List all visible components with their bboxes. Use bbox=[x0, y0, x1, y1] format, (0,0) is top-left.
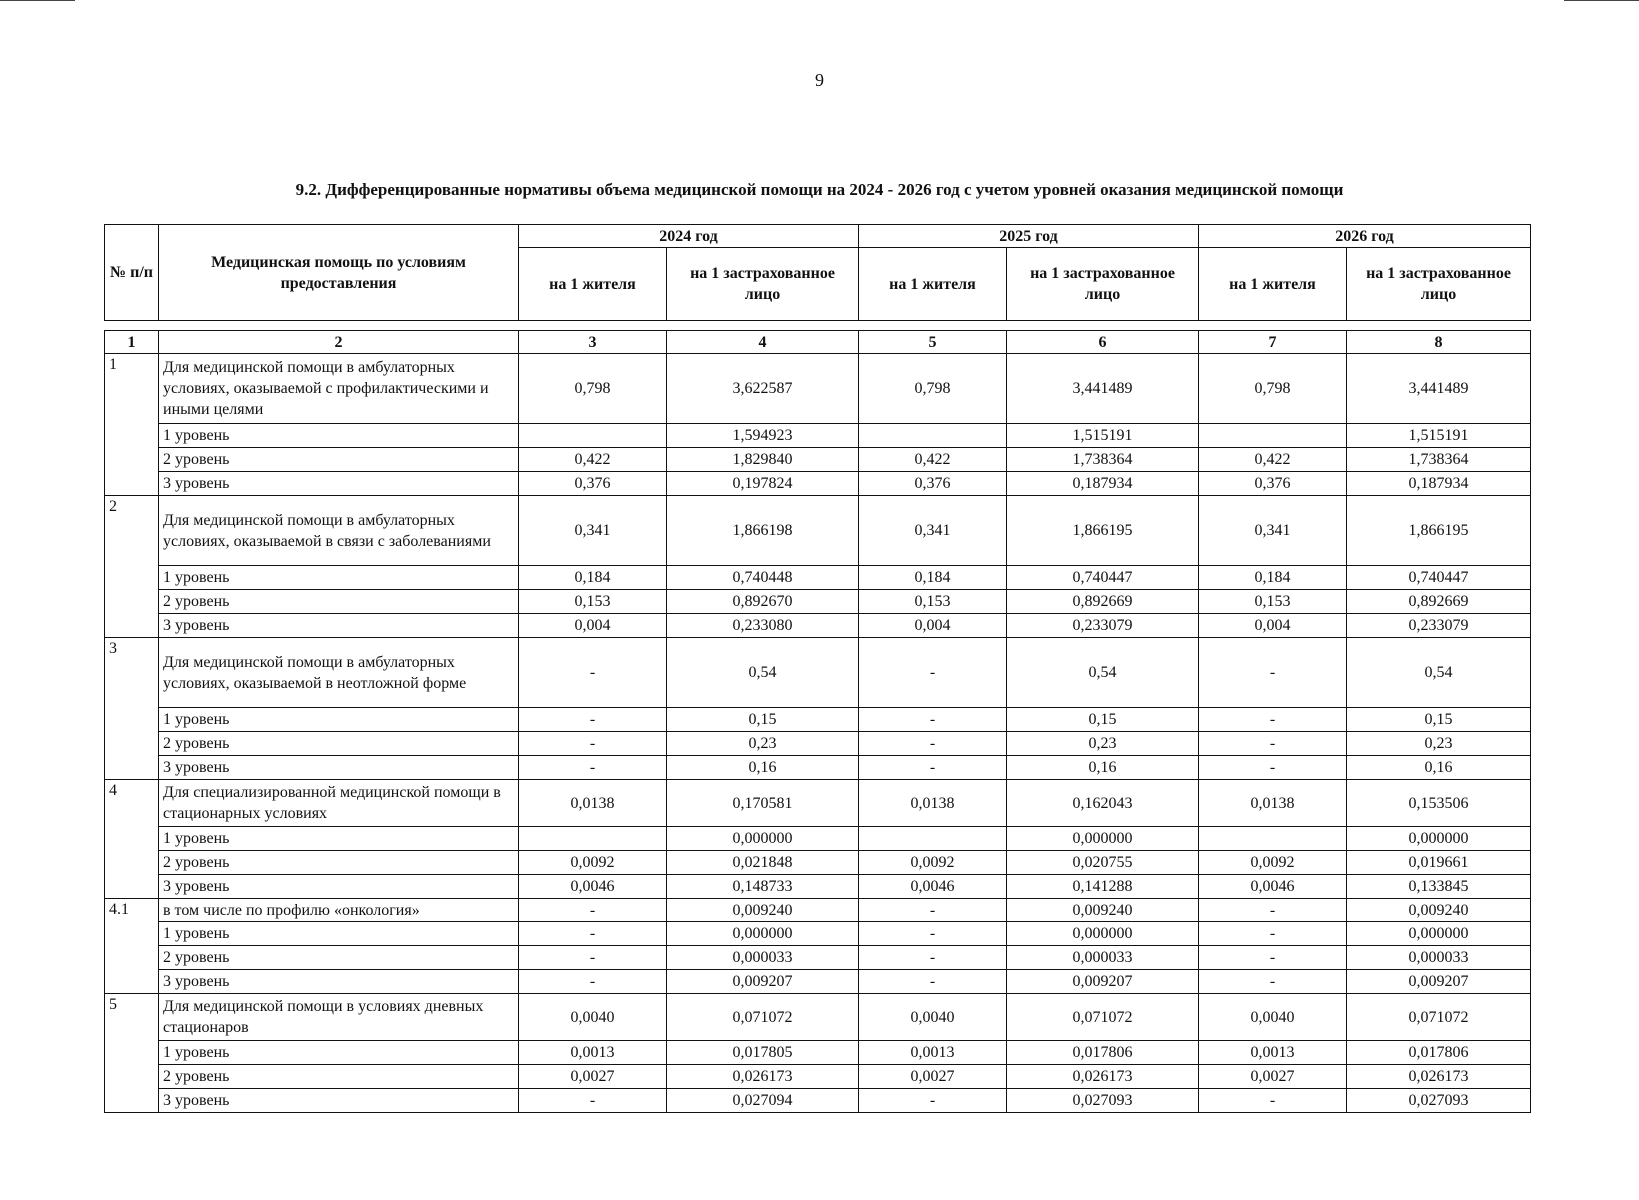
value-cell: - bbox=[859, 732, 1007, 756]
row-label: в том числе по профилю «онкология» bbox=[159, 899, 519, 922]
column-number: 1 bbox=[105, 331, 159, 354]
value-cell: 0,170581 bbox=[667, 780, 859, 827]
table-row bbox=[105, 922, 1531, 946]
level-label: 3 уровень bbox=[159, 1089, 519, 1113]
column-number: 7 bbox=[1199, 331, 1347, 354]
value-cell: 0,740448 bbox=[667, 566, 859, 590]
value-cell bbox=[519, 424, 667, 448]
value-cell: - bbox=[519, 732, 667, 756]
value-cell: 0,021848 bbox=[667, 851, 859, 875]
table-row bbox=[105, 590, 1531, 614]
row-number: 2 bbox=[105, 496, 159, 638]
value-cell: 0,23 bbox=[667, 732, 859, 756]
value-cell: 0,233079 bbox=[1347, 614, 1531, 638]
value-cell: 0,54 bbox=[1347, 638, 1531, 708]
value-cell: 0,0027 bbox=[519, 1065, 667, 1089]
value-cell: 0,341 bbox=[1199, 496, 1347, 566]
column-number: 8 bbox=[1347, 331, 1531, 354]
value-cell: 0,184 bbox=[859, 566, 1007, 590]
table-row bbox=[105, 1089, 1531, 1113]
level-label: 2 уровень bbox=[159, 851, 519, 875]
value-cell: 0,0092 bbox=[859, 851, 1007, 875]
row-number: 5 bbox=[105, 994, 159, 1113]
value-cell: 0,0046 bbox=[519, 875, 667, 899]
header-sub-cell: на 1 жителя bbox=[519, 248, 667, 321]
value-cell: 0,0040 bbox=[859, 994, 1007, 1041]
value-cell: 0,0013 bbox=[519, 1041, 667, 1065]
value-cell: 0,187934 bbox=[1007, 472, 1199, 496]
value-cell: - bbox=[1199, 732, 1347, 756]
value-cell: 0,009207 bbox=[667, 970, 859, 994]
row-number: 4 bbox=[105, 780, 159, 899]
value-cell bbox=[1199, 424, 1347, 448]
level-label: 2 уровень bbox=[159, 1065, 519, 1089]
value-cell: 0,740447 bbox=[1007, 566, 1199, 590]
header-sub-cell: на 1 застрахованное лицо bbox=[1007, 248, 1199, 321]
value-cell: 3,441489 bbox=[1347, 354, 1531, 424]
value-cell: 0,000000 bbox=[667, 827, 859, 851]
value-cell: 0,16 bbox=[1347, 756, 1531, 780]
value-cell: 0,187934 bbox=[1347, 472, 1531, 496]
value-cell: 0,000033 bbox=[667, 946, 859, 970]
value-cell: 0,0040 bbox=[1199, 994, 1347, 1041]
value-cell: 0,017806 bbox=[1347, 1041, 1531, 1065]
table-row bbox=[105, 946, 1531, 970]
value-cell: 0,15 bbox=[667, 708, 859, 732]
value-cell: - bbox=[519, 946, 667, 970]
value-cell: 1,738364 bbox=[1007, 448, 1199, 472]
value-cell: 0,798 bbox=[519, 354, 667, 424]
value-cell: 0,153506 bbox=[1347, 780, 1531, 827]
value-cell: - bbox=[859, 708, 1007, 732]
table-row bbox=[105, 851, 1531, 875]
row-label: Для специализированной медицинской помощи в стационарных условиях bbox=[159, 780, 519, 827]
value-cell: 0,020755 bbox=[1007, 851, 1199, 875]
level-label: 3 уровень bbox=[159, 756, 519, 780]
value-cell: - bbox=[1199, 1089, 1347, 1113]
level-label: 1 уровень bbox=[159, 1041, 519, 1065]
table-row bbox=[105, 354, 1531, 424]
value-cell: 0,197824 bbox=[667, 472, 859, 496]
level-label: 2 уровень bbox=[159, 732, 519, 756]
value-cell: 0,0040 bbox=[519, 994, 667, 1041]
header-sub-cell: на 1 жителя bbox=[859, 248, 1007, 321]
value-cell: 0,000000 bbox=[1007, 922, 1199, 946]
column-number: 2 bbox=[159, 331, 519, 354]
table-row bbox=[105, 566, 1531, 590]
scan-edge-mark-left bbox=[0, 0, 75, 1]
value-cell: 0,004 bbox=[1199, 614, 1347, 638]
value-cell: 0,133845 bbox=[1347, 875, 1531, 899]
value-cell: 0,004 bbox=[859, 614, 1007, 638]
value-cell: 1,738364 bbox=[1347, 448, 1531, 472]
value-cell: 0,422 bbox=[1199, 448, 1347, 472]
value-cell: 0,027093 bbox=[1347, 1089, 1531, 1113]
column-number: 3 bbox=[519, 331, 667, 354]
level-label: 3 уровень bbox=[159, 875, 519, 899]
row-number: 1 bbox=[105, 354, 159, 496]
scan-edge-mark-right bbox=[1564, 0, 1639, 1]
value-cell: 1,515191 bbox=[1347, 424, 1531, 448]
value-cell: 0,026173 bbox=[667, 1065, 859, 1089]
value-cell: 0,0027 bbox=[859, 1065, 1007, 1089]
value-cell: - bbox=[859, 1089, 1007, 1113]
value-cell: - bbox=[1199, 946, 1347, 970]
value-cell: - bbox=[519, 970, 667, 994]
value-cell: 0,009240 bbox=[1347, 899, 1531, 922]
value-cell: 0,000000 bbox=[667, 922, 859, 946]
column-number: 4 bbox=[667, 331, 859, 354]
value-cell: 0,0046 bbox=[859, 875, 1007, 899]
table-row bbox=[105, 424, 1531, 448]
table-row bbox=[105, 496, 1531, 566]
value-cell: 1,866195 bbox=[1347, 496, 1531, 566]
value-cell: 1,829840 bbox=[667, 448, 859, 472]
value-cell: 0,000000 bbox=[1347, 827, 1531, 851]
value-cell: 0,153 bbox=[1199, 590, 1347, 614]
value-cell: 1,866198 bbox=[667, 496, 859, 566]
value-cell: 0,740447 bbox=[1347, 566, 1531, 590]
value-cell: 0,004 bbox=[519, 614, 667, 638]
value-cell: 0,233079 bbox=[1007, 614, 1199, 638]
value-cell: 0,009207 bbox=[1347, 970, 1531, 994]
level-label: 2 уровень bbox=[159, 946, 519, 970]
value-cell: 0,15 bbox=[1347, 708, 1531, 732]
value-cell: 0,026173 bbox=[1007, 1065, 1199, 1089]
value-cell: 0,009240 bbox=[1007, 899, 1199, 922]
table-header bbox=[104, 224, 1531, 321]
value-cell: 0,000000 bbox=[1007, 827, 1199, 851]
level-label: 2 уровень bbox=[159, 590, 519, 614]
level-label: 1 уровень bbox=[159, 424, 519, 448]
level-label: 1 уровень bbox=[159, 708, 519, 732]
value-cell: 0,009207 bbox=[1007, 970, 1199, 994]
value-cell: 0,026173 bbox=[1347, 1065, 1531, 1089]
value-cell: 0,019661 bbox=[1347, 851, 1531, 875]
value-cell: 0,017805 bbox=[667, 1041, 859, 1065]
value-cell: 0,16 bbox=[1007, 756, 1199, 780]
table-row bbox=[105, 638, 1531, 708]
value-cell: - bbox=[1199, 899, 1347, 922]
value-cell bbox=[859, 424, 1007, 448]
value-cell: 0,23 bbox=[1007, 732, 1199, 756]
value-cell: 0,23 bbox=[1347, 732, 1531, 756]
value-cell: - bbox=[519, 1089, 667, 1113]
header-year-2026: 2026 год bbox=[1199, 225, 1531, 248]
table-row bbox=[105, 875, 1531, 899]
value-cell: 0,798 bbox=[859, 354, 1007, 424]
value-cell: 0,892669 bbox=[1347, 590, 1531, 614]
value-cell: 0,0013 bbox=[1199, 1041, 1347, 1065]
value-cell: 3,441489 bbox=[1007, 354, 1199, 424]
value-cell: 0,184 bbox=[519, 566, 667, 590]
value-cell: 0,000000 bbox=[1347, 922, 1531, 946]
table-row bbox=[105, 827, 1531, 851]
value-cell: 0,153 bbox=[519, 590, 667, 614]
value-cell: 0,798 bbox=[1199, 354, 1347, 424]
value-cell: 0,15 bbox=[1007, 708, 1199, 732]
value-cell: 1,594923 bbox=[667, 424, 859, 448]
value-cell: 0,422 bbox=[519, 448, 667, 472]
column-number: 6 bbox=[1007, 331, 1199, 354]
row-number: 3 bbox=[105, 638, 159, 780]
value-cell: - bbox=[1199, 922, 1347, 946]
table-row bbox=[105, 732, 1531, 756]
value-cell: 0,0013 bbox=[859, 1041, 1007, 1065]
value-cell: - bbox=[859, 970, 1007, 994]
header-year-2024: 2024 год bbox=[519, 225, 859, 248]
value-cell: 0,017806 bbox=[1007, 1041, 1199, 1065]
header-year-2025: 2025 год bbox=[859, 225, 1199, 248]
value-cell: 0,0092 bbox=[519, 851, 667, 875]
header-sub-cell: на 1 застрахованное лицо bbox=[1347, 248, 1531, 321]
table-row bbox=[105, 1065, 1531, 1089]
value-cell: - bbox=[519, 708, 667, 732]
level-label: 2 уровень bbox=[159, 448, 519, 472]
table-row bbox=[105, 899, 1531, 922]
value-cell: 0,422 bbox=[859, 448, 1007, 472]
value-cell: 0,0027 bbox=[1199, 1065, 1347, 1089]
value-cell: 0,0138 bbox=[519, 780, 667, 827]
value-cell: - bbox=[519, 899, 667, 922]
value-cell: 0,376 bbox=[859, 472, 1007, 496]
value-cell: - bbox=[859, 756, 1007, 780]
value-cell: 0,0092 bbox=[1199, 851, 1347, 875]
value-cell: - bbox=[859, 638, 1007, 708]
value-cell: 0,0138 bbox=[1199, 780, 1347, 827]
value-cell: 1,515191 bbox=[1007, 424, 1199, 448]
value-cell: 0,071072 bbox=[1347, 994, 1531, 1041]
table-row bbox=[105, 614, 1531, 638]
value-cell: - bbox=[519, 922, 667, 946]
value-cell: 0,0046 bbox=[1199, 875, 1347, 899]
header-name-cell: Медицинская помощь по условиям предоставления bbox=[159, 225, 519, 321]
value-cell: 0,141288 bbox=[1007, 875, 1199, 899]
value-cell: 0,000033 bbox=[1347, 946, 1531, 970]
header-sub-cell: на 1 жителя bbox=[1199, 248, 1347, 321]
value-cell: 0,892669 bbox=[1007, 590, 1199, 614]
value-cell: - bbox=[519, 638, 667, 708]
value-cell: - bbox=[519, 756, 667, 780]
value-cell bbox=[1199, 827, 1347, 851]
value-cell: 0,027094 bbox=[667, 1089, 859, 1113]
value-cell: 0,376 bbox=[1199, 472, 1347, 496]
value-cell: 0,341 bbox=[859, 496, 1007, 566]
value-cell: 0,54 bbox=[1007, 638, 1199, 708]
value-cell: 0,148733 bbox=[667, 875, 859, 899]
value-cell: 3,622587 bbox=[667, 354, 859, 424]
value-cell: - bbox=[1199, 708, 1347, 732]
value-cell: 1,866195 bbox=[1007, 496, 1199, 566]
value-cell: 0,233080 bbox=[667, 614, 859, 638]
value-cell: - bbox=[1199, 756, 1347, 780]
value-cell: 0,0138 bbox=[859, 780, 1007, 827]
value-cell: 0,54 bbox=[667, 638, 859, 708]
table-row bbox=[105, 970, 1531, 994]
value-cell bbox=[859, 827, 1007, 851]
data-table bbox=[104, 330, 1531, 1113]
header-sub-cell: на 1 застрахованное лицо bbox=[667, 248, 859, 321]
header-num-cell: № п/п bbox=[105, 225, 159, 321]
level-label: 1 уровень bbox=[159, 922, 519, 946]
value-cell: 0,071072 bbox=[1007, 994, 1199, 1041]
table-row bbox=[105, 708, 1531, 732]
row-label: Для медицинской помощи в амбулаторных условиях, оказываемой в связи с заболеваниями bbox=[159, 496, 519, 566]
row-label: Для медицинской помощи в амбулаторных условиях, оказываемой в неотложной форме bbox=[159, 638, 519, 708]
row-label: Для медицинской помощи в амбулаторных условиях, оказываемой с профилактическими и иными целями bbox=[159, 354, 519, 424]
value-cell: 0,341 bbox=[519, 496, 667, 566]
value-cell: 0,027093 bbox=[1007, 1089, 1199, 1113]
value-cell: 0,376 bbox=[519, 472, 667, 496]
table-row bbox=[105, 448, 1531, 472]
value-cell: 0,162043 bbox=[1007, 780, 1199, 827]
column-number-row bbox=[105, 331, 1531, 354]
table-row bbox=[105, 1041, 1531, 1065]
level-label: 3 уровень bbox=[159, 614, 519, 638]
row-label: Для медицинской помощи в условиях дневных стационаров bbox=[159, 994, 519, 1041]
value-cell: 0,000033 bbox=[1007, 946, 1199, 970]
value-cell: - bbox=[1199, 638, 1347, 708]
value-cell: - bbox=[859, 899, 1007, 922]
level-label: 1 уровень bbox=[159, 827, 519, 851]
table-row bbox=[105, 994, 1531, 1041]
value-cell: - bbox=[859, 922, 1007, 946]
table-row bbox=[105, 780, 1531, 827]
value-cell bbox=[519, 827, 667, 851]
row-number: 4.1 bbox=[105, 899, 159, 994]
page-number: 9 bbox=[815, 70, 824, 90]
value-cell: 0,184 bbox=[1199, 566, 1347, 590]
table-row bbox=[105, 472, 1531, 496]
level-label: 3 уровень bbox=[159, 970, 519, 994]
value-cell: - bbox=[859, 946, 1007, 970]
value-cell: 0,009240 bbox=[667, 899, 859, 922]
value-cell: 0,16 bbox=[667, 756, 859, 780]
column-number: 5 bbox=[859, 331, 1007, 354]
table-title: 9.2. Дифференцированные нормативы объема медицинской помощи на 2024 - 2026 год с учетом уровней оказания медицинской помощи bbox=[295, 180, 1344, 199]
level-label: 3 уровень bbox=[159, 472, 519, 496]
value-cell: - bbox=[1199, 970, 1347, 994]
value-cell: 0,071072 bbox=[667, 994, 859, 1041]
table-row bbox=[105, 756, 1531, 780]
level-label: 1 уровень bbox=[159, 566, 519, 590]
value-cell: 0,153 bbox=[859, 590, 1007, 614]
value-cell: 0,892670 bbox=[667, 590, 859, 614]
